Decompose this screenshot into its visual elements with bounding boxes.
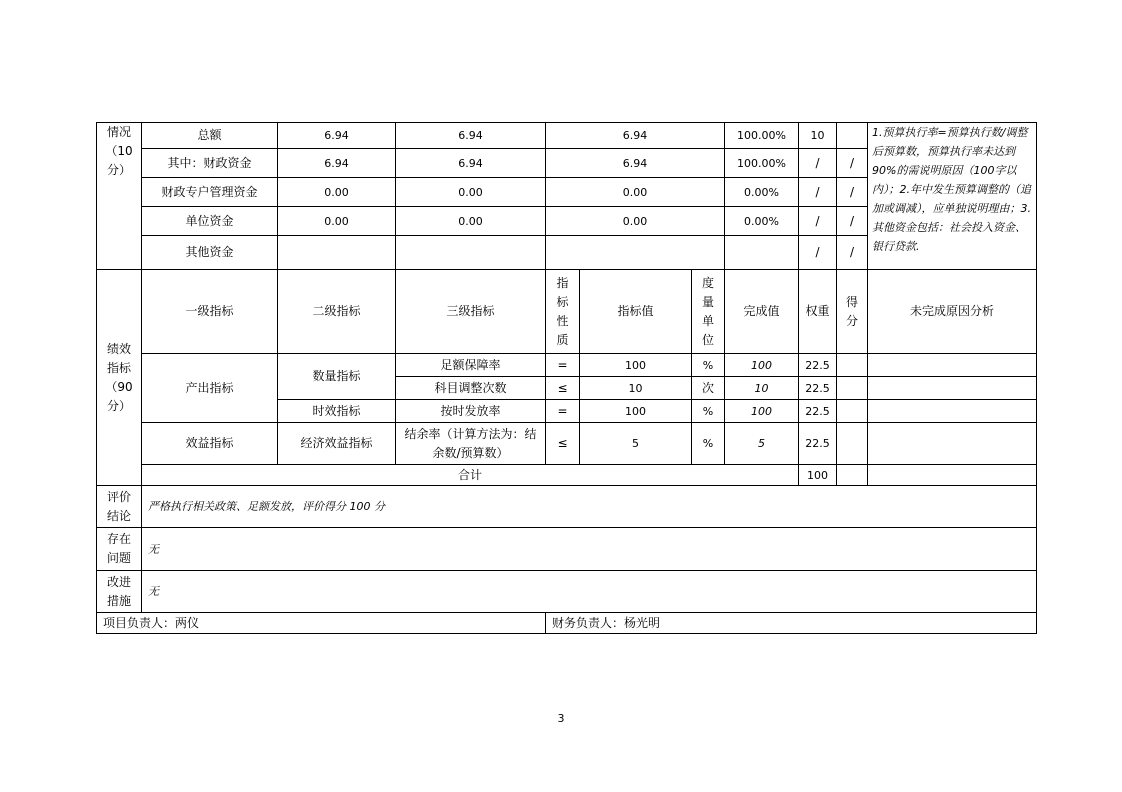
total-label: 合计 (142, 465, 799, 486)
header-weight: 权重 (799, 270, 837, 354)
quantity-indicator-label: 数量指标 (278, 354, 396, 400)
adjusted-value: 0.00 (278, 207, 396, 236)
executed-value: 0.00 (396, 178, 546, 207)
header-level2: 二级指标 (278, 270, 396, 354)
problems-row (97, 528, 1037, 571)
indicator-unit: % (692, 400, 725, 423)
page-number: 3 (557, 712, 565, 725)
budget-label: 其中：财政资金 (142, 149, 278, 178)
indicator-actual: 5 (725, 423, 799, 465)
problems-label: 存在 问题 (97, 528, 142, 571)
problems-text: 无 (142, 528, 1037, 571)
budget-weight: / (799, 236, 837, 270)
budget-weight: / (799, 149, 837, 178)
budget-label: 财政专户管理资金 (142, 178, 278, 207)
indicator-target: 100 (580, 400, 692, 423)
adjusted-value (278, 236, 396, 270)
budget-score: / (837, 178, 868, 207)
performance-section-label: 绩效 指标 （90 分） (97, 270, 142, 486)
header-unit: 度 量 单 位 (692, 270, 725, 354)
improvements-text: 无 (142, 571, 1037, 613)
indicator-row (97, 423, 1037, 465)
header-level3: 三级指标 (396, 270, 546, 354)
header-score: 得 分 (837, 270, 868, 354)
indicator-score (837, 400, 868, 423)
budget-label: 总额 (142, 123, 278, 149)
actual-value: 0.00 (546, 207, 725, 236)
budget-score: / (837, 236, 868, 270)
conclusion-text: 严格执行相关政策、足额发放，评价得分 100 分 (142, 486, 1037, 528)
indicator-actual: 100 (725, 354, 799, 377)
indicator-nature: = (546, 354, 580, 377)
finance-lead: 财务负责人：杨光明 (546, 613, 1037, 634)
indicator-reason (868, 423, 1037, 465)
budget-label: 其他资金 (142, 236, 278, 270)
indicator-weight: 22.5 (799, 423, 837, 465)
header-level1: 一级指标 (142, 270, 278, 354)
indicator-l3: 科目调整次数 (396, 377, 546, 400)
execution-rate: 100.00% (725, 149, 799, 178)
budget-weight: / (799, 207, 837, 236)
indicator-l3: 按时发放率 (396, 400, 546, 423)
header-nature: 指 标 性 质 (546, 270, 580, 354)
indicator-score (837, 377, 868, 400)
actual-value: 0.00 (546, 178, 725, 207)
executed-value: 6.94 (396, 123, 546, 149)
budget-score: / (837, 149, 868, 178)
performance-self-evaluation-table (96, 122, 1037, 634)
total-reason (868, 465, 1037, 486)
indicator-nature: ≤ (546, 423, 580, 465)
adjusted-value: 6.94 (278, 123, 396, 149)
executed-value (396, 236, 546, 270)
indicator-l3: 结余率（计算方法为：结余数/预算数） (396, 423, 546, 465)
indicator-reason (868, 400, 1037, 423)
benefit-indicator-label: 效益指标 (142, 423, 278, 465)
executed-value: 6.94 (396, 149, 546, 178)
indicator-weight: 22.5 (799, 377, 837, 400)
header-actual: 完成值 (725, 270, 799, 354)
actual-value (546, 236, 725, 270)
indicator-score (837, 423, 868, 465)
indicator-reason (868, 377, 1037, 400)
indicator-actual: 10 (725, 377, 799, 400)
indicator-target: 10 (580, 377, 692, 400)
adjusted-value: 0.00 (278, 178, 396, 207)
budget-score (837, 123, 868, 149)
conclusion-label: 评价 结论 (97, 486, 142, 528)
total-row (97, 465, 1037, 486)
signature-row (97, 613, 1037, 634)
timeliness-indicator-label: 时效指标 (278, 400, 396, 423)
indicator-target: 100 (580, 354, 692, 377)
actual-value: 6.94 (546, 149, 725, 178)
adjusted-value: 6.94 (278, 149, 396, 178)
indicator-unit: % (692, 423, 725, 465)
actual-value: 6.94 (546, 123, 725, 149)
project-lead: 项目负责人：两仪 (97, 613, 546, 634)
header-target: 指标值 (580, 270, 692, 354)
budget-section-label: 情况 （10 分） (97, 123, 142, 270)
budget-note: 1.预算执行率=预算执行数/调整后预算数，预算执行率未达到90%的需说明原因（100字以内）；2.年中发生预算调整的（追加或调减），应单独说明理由；3.其他资金包括：社会投入资金、银行贷款. (868, 123, 1037, 270)
indicator-nature: = (546, 400, 580, 423)
header-reason: 未完成原因分析 (868, 270, 1037, 354)
improvements-label: 改进 措施 (97, 571, 142, 613)
indicator-unit: 次 (692, 377, 725, 400)
executed-value: 0.00 (396, 207, 546, 236)
improvements-row (97, 571, 1037, 613)
indicator-unit: % (692, 354, 725, 377)
indicator-nature: ≤ (546, 377, 580, 400)
indicator-weight: 22.5 (799, 354, 837, 377)
budget-weight: / (799, 178, 837, 207)
indicator-l3: 足额保障率 (396, 354, 546, 377)
execution-rate (725, 236, 799, 270)
budget-row-total (97, 123, 1037, 149)
execution-rate: 0.00% (725, 178, 799, 207)
indicator-weight: 22.5 (799, 400, 837, 423)
indicator-reason (868, 354, 1037, 377)
total-weight: 100 (799, 465, 837, 486)
indicator-target: 5 (580, 423, 692, 465)
output-indicator-label: 产出指标 (142, 354, 278, 423)
execution-rate: 0.00% (725, 207, 799, 236)
indicator-score (837, 354, 868, 377)
execution-rate: 100.00% (725, 123, 799, 149)
conclusion-row (97, 486, 1037, 528)
economic-indicator-label: 经济效益指标 (278, 423, 396, 465)
budget-score: / (837, 207, 868, 236)
total-score (837, 465, 868, 486)
budget-label: 单位资金 (142, 207, 278, 236)
indicator-header-row (97, 270, 1037, 354)
indicator-row (97, 354, 1037, 377)
indicator-actual: 100 (725, 400, 799, 423)
budget-weight: 10 (799, 123, 837, 149)
